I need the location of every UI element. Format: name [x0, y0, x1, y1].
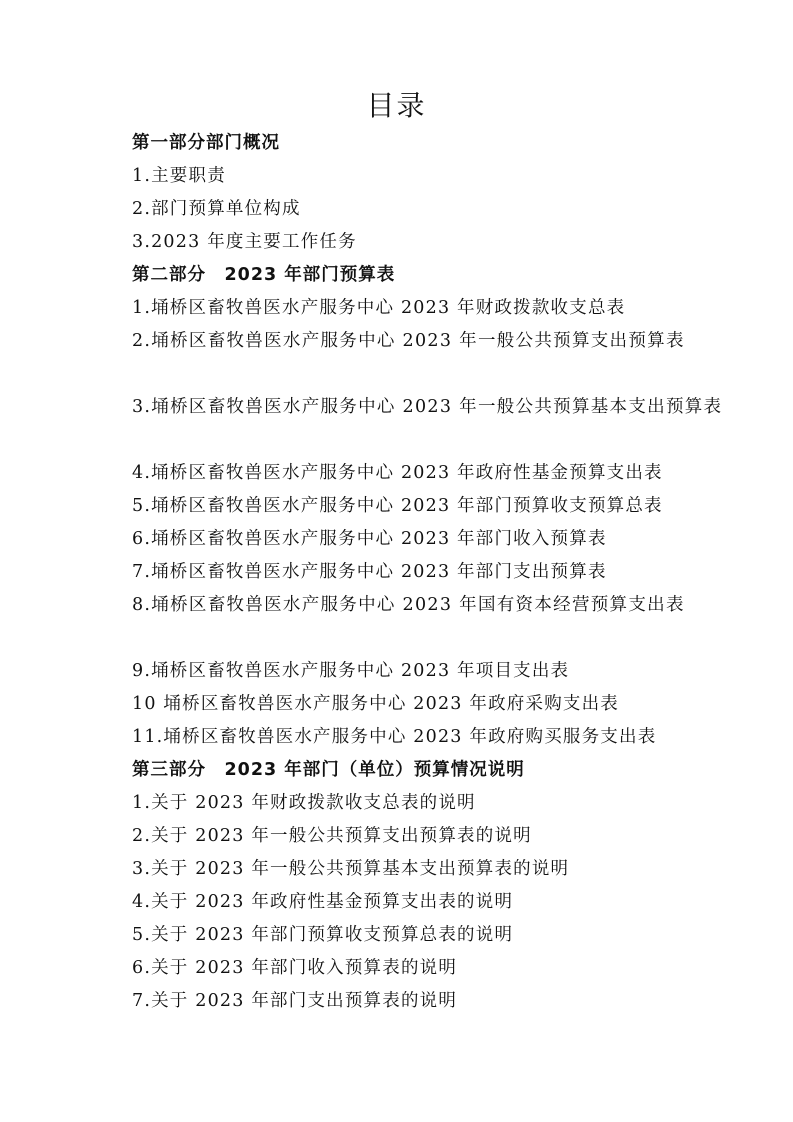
part2-item: 7.埇桥区畜牧兽医水产服务中心 2023 年部门支出预算表: [132, 562, 607, 582]
part2-item: 5.埇桥区畜牧兽医水产服务中心 2023 年部门预算收支预算总表: [132, 496, 663, 516]
part2-item: 9.埇桥区畜牧兽医水产服务中心 2023 年项目支出表: [132, 661, 570, 681]
part2-item: 4.埇桥区畜牧兽医水产服务中心 2023 年政府性基金预算支出表: [132, 463, 663, 483]
part1-item: 1.主要职责: [132, 166, 226, 186]
part2-item: 2.埇桥区畜牧兽医水产服务中心 2023 年一般公共预算支出预算表: [132, 331, 685, 351]
part1-heading: 第一部分部门概况: [132, 133, 280, 153]
part2-item: 1.埇桥区畜牧兽医水产服务中心 2023 年财政拨款收支总表: [132, 298, 626, 318]
part3-item: 1.关于 2023 年财政拨款收支总表的说明: [132, 793, 476, 813]
part2-item: 6.埇桥区畜牧兽医水产服务中心 2023 年部门收入预算表: [132, 529, 607, 549]
part3-heading: 第三部分 2023 年部门（单位）预算情况说明: [132, 760, 525, 780]
part3-item: 5.关于 2023 年部门预算收支预算总表的说明: [132, 925, 514, 945]
part1-item: 3.2023 年度主要工作任务: [132, 232, 357, 252]
part3-item: 7.关于 2023 年部门支出预算表的说明: [132, 991, 458, 1011]
part3-item: 3.关于 2023 年一般公共预算基本支出预算表的说明: [132, 859, 570, 879]
part2-heading: 第二部分 2023 年部门预算表: [132, 265, 396, 285]
part3-item: 2.关于 2023 年一般公共预算支出预算表的说明: [132, 826, 532, 846]
part3-item: 6.关于 2023 年部门收入预算表的说明: [132, 958, 458, 978]
part2-item: 8.埇桥区畜牧兽医水产服务中心 2023 年国有资本经营预算支出表: [132, 595, 685, 615]
part2-item: 3.埇桥区畜牧兽医水产服务中心 2023 年一般公共预算基本支出预算表: [132, 397, 723, 417]
part2-item: 11.埇桥区畜牧兽医水产服务中心 2023 年政府购买服务支出表: [132, 727, 657, 747]
part3-item: 4.关于 2023 年政府性基金预算支出表的说明: [132, 892, 514, 912]
toc-title: 目录: [366, 89, 427, 122]
part2-item: 10 埇桥区畜牧兽医水产服务中心 2023 年政府采购支出表: [132, 694, 619, 714]
part1-item: 2.部门预算单位构成: [132, 199, 301, 219]
